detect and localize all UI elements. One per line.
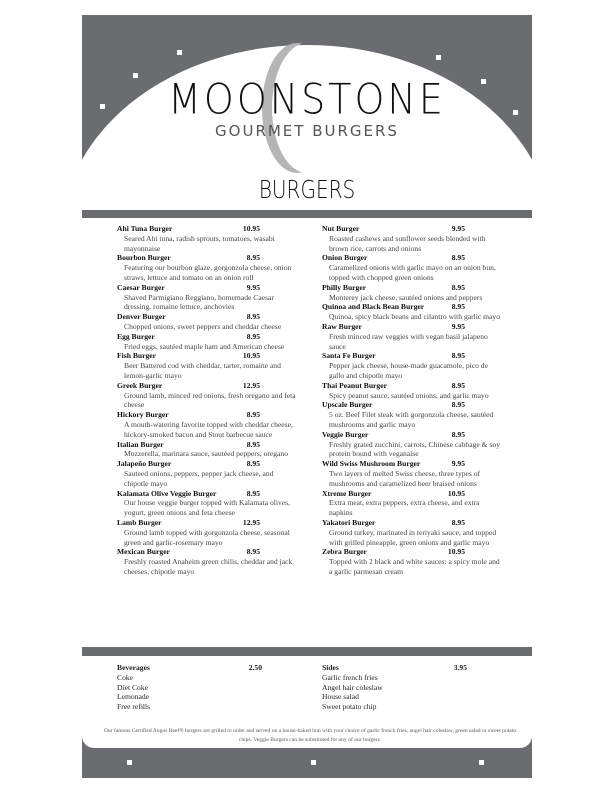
menu-item xyxy=(322,429,501,459)
item-name: Kalamata Olive Veggie Burger xyxy=(117,488,217,498)
item-price: 10.95 xyxy=(242,224,260,233)
item-description: Fresh minced raw veggies with vegan basil jalapeno sauce xyxy=(329,331,488,351)
item-name: Mexican Burger xyxy=(117,547,170,557)
item-price: 12.95 xyxy=(242,517,260,527)
item-description: Featuring our bourbon glaze, gorgonzola cheese, onion straws, lettuce and tomato on an onion roll xyxy=(124,263,292,282)
star-icon xyxy=(127,760,132,765)
item-name: Jalapeño Burger xyxy=(117,459,172,469)
item-name: Italian Burger xyxy=(117,439,164,449)
item-price: 8.95 xyxy=(246,410,260,420)
item-name: Onion Burger xyxy=(322,253,368,263)
divider xyxy=(82,210,532,218)
menu-item xyxy=(117,488,291,518)
menu-header xyxy=(82,15,532,218)
item-name: Xtreme Burger xyxy=(322,488,372,498)
menu-item xyxy=(322,547,500,576)
item-name: Caesar Burger xyxy=(117,282,165,292)
item-price: 8.95 xyxy=(451,351,465,361)
item-description: Spicy peanut sauce, sautéed onions, and garlic mayo xyxy=(329,390,489,400)
item-name: Thai Peanut Burger xyxy=(322,380,387,390)
star-icon xyxy=(177,50,182,55)
item-description: Mozzerella, marinara sauce, sautéed peppers, oregano xyxy=(124,449,289,459)
item-description: Seared Ahi tuna, radish sprouts, tomatoes, wasabi mayonnaise xyxy=(124,233,275,253)
item-description: Extra meat, extra peppers, extra cheese, and extra napkins xyxy=(329,498,480,518)
item-price: 8.95 xyxy=(246,547,260,557)
item-name: Greek Burger xyxy=(117,380,163,390)
item-description: Sauteed onions, peppers, pepper jack cheese, and chipotle mayo xyxy=(124,468,274,488)
menu-item xyxy=(117,380,296,410)
item-description: Beer Battered cod with cheddar, tarter, romaine and lemon-garlic mayo xyxy=(124,361,281,380)
item-price: 8.95 xyxy=(451,302,465,312)
star-icon xyxy=(479,760,484,765)
beverage-item: Diet Coke xyxy=(117,682,149,692)
brand-tagline: GOURMET BURGERS xyxy=(215,122,399,140)
star-icon xyxy=(311,760,316,765)
item-name: Santa Fe Burger xyxy=(322,351,376,361)
item-price: 8.95 xyxy=(246,253,260,263)
item-description: Caramelized onions with garlic mayo on an onion bun, topped with chopped green onions xyxy=(329,263,496,282)
item-description: Freshly grated zucchini, carrots, Chinese cabbage & soy protein bound with veganaise xyxy=(329,439,501,459)
item-price: 9.95 xyxy=(451,224,465,233)
item-name: Yakatori Burger xyxy=(322,517,376,527)
item-price: 8.95 xyxy=(451,282,465,292)
item-description: Ground lamb topped with gorgonzola cheese, seasonal green and garlic-rosemary mayo xyxy=(124,527,290,547)
beverages-section xyxy=(117,663,262,712)
side-item: Sweet potato chip xyxy=(322,702,377,712)
item-name: Hickory Burger xyxy=(117,410,169,420)
item-description: Pepper jack cheese, house-made guacamole, pico de gallo and chipotle mayo xyxy=(329,361,488,380)
item-price: 8.95 xyxy=(246,331,260,341)
item-description: 5 oz. Beef Filet steak with gorgonzola cheese, sautéed mushrooms and garlic mayo xyxy=(329,410,494,429)
menu-item xyxy=(117,351,281,380)
brand-logo: MOONSTONE xyxy=(168,74,446,124)
star-icon xyxy=(436,55,441,60)
menu-item xyxy=(322,321,488,351)
divider xyxy=(82,647,532,656)
item-price: 9.95 xyxy=(246,282,260,292)
beverage-item: Coke xyxy=(117,672,134,682)
sides-section xyxy=(322,663,467,712)
section-title: BURGERS xyxy=(258,175,356,204)
menu-item xyxy=(322,459,481,488)
side-item: House salad xyxy=(322,692,359,702)
item-price: 8.95 xyxy=(246,312,260,322)
menu-item xyxy=(117,547,293,576)
item-description: Ground turkey, marinated in teriyaki sauce, and topped with grilled pineapple, green onions and garlic mayo xyxy=(329,527,497,547)
menu-item xyxy=(117,312,282,332)
item-name: Ahi Tuna Burger xyxy=(117,224,173,233)
item-name: Lamb Burger xyxy=(117,517,162,527)
beverage-item: Free refills xyxy=(117,702,151,712)
item-price: 8.95 xyxy=(451,517,465,527)
menu-item xyxy=(322,282,483,303)
item-description: Shaved Parmigiano Reggiano, homemade Caesar dressing, romaine lettuce, anchovies xyxy=(124,292,274,312)
item-name: Philly Burger xyxy=(322,282,367,292)
item-description: Two layers of melted Swiss cheese, three types of mushrooms and caramelized beer braised onions xyxy=(329,468,481,488)
item-name: Fish Burger xyxy=(117,351,157,361)
sides-price: 3.95 xyxy=(453,663,467,672)
item-description: Roasted cashews and sunflower seeds blended with brown rice, carrots and onions xyxy=(329,233,486,253)
item-price: 8.95 xyxy=(451,380,465,390)
item-description: Our house veggie burger topped with Kalamata olives, yogurt, green onions and feta cheese xyxy=(124,498,291,518)
item-price: 8.95 xyxy=(246,488,260,498)
beverages-title: Beverages xyxy=(117,663,150,672)
item-price: 8.95 xyxy=(451,400,465,410)
item-name: Wild Swiss Mushroom Burger xyxy=(322,459,421,469)
menu-item xyxy=(117,282,274,312)
item-name: Quinoa and Black Bean Burger xyxy=(322,302,425,312)
item-name: Zebra Burger xyxy=(322,547,367,557)
item-price: 9.95 xyxy=(451,459,465,469)
menu-item xyxy=(117,517,290,547)
item-description: A mouth-watering favorite topped with cheddar cheese, hickory-smoked bacon and Stout barbecue sauce xyxy=(124,419,293,439)
menu-column-left xyxy=(117,224,296,577)
item-price: 10.95 xyxy=(447,547,465,557)
menu-column-right xyxy=(322,224,501,577)
menu-item xyxy=(117,253,292,282)
item-price: 8.95 xyxy=(246,459,260,469)
item-name: Egg Burger xyxy=(117,331,155,341)
menu-item xyxy=(322,351,488,380)
item-description: Ground lamb, minced red onions, fresh oregano and feta cheese xyxy=(124,390,296,410)
menu-item xyxy=(322,488,480,518)
item-price: 8.95 xyxy=(451,253,465,263)
side-item: Angel hair coleslaw xyxy=(322,682,383,692)
beverages-price: 2.50 xyxy=(248,663,262,672)
item-name: Veggie Burger xyxy=(322,429,369,439)
menu-item xyxy=(322,224,486,253)
item-name: Nut Burger xyxy=(322,224,360,233)
item-description: Fried eggs, sautéed maple ham and American cheese xyxy=(124,341,285,351)
item-description: Topped with 2 black and white sauces: a spicy mole and a garlic parmesan cream xyxy=(329,557,500,576)
menu-item xyxy=(322,400,494,429)
item-name: Upscale Burger xyxy=(322,400,373,410)
item-name: Denver Burger xyxy=(117,312,166,322)
item-price: 12.95 xyxy=(242,380,260,390)
item-price: 10.95 xyxy=(242,351,260,361)
menu-item xyxy=(322,253,496,282)
item-name: Raw Burger xyxy=(322,321,362,331)
beverage-item: Lemonade xyxy=(117,692,150,702)
menu-item xyxy=(117,459,274,488)
item-price: 8.95 xyxy=(451,429,465,439)
item-price: 9.95 xyxy=(451,321,465,331)
item-description: Chopped onions, sweet peppers and cheddar cheese xyxy=(124,321,282,331)
menu-item xyxy=(322,302,501,322)
menu-item xyxy=(117,224,275,253)
footnote: Our famous Certified Angus Beef® burgers are grilled to order and served on a house-baked bun with your choice of garlic french fries, angel hair coleslaw, green salad or sweet potato chips. Veggie Burgers can be substituted for any of our burgers. xyxy=(103,728,517,743)
item-price: 10.95 xyxy=(447,488,465,498)
menu-item xyxy=(322,380,489,401)
menu-item xyxy=(322,517,497,547)
side-item: Garlic french fries xyxy=(322,672,378,682)
item-description: Quinoa, spicy black beans and cilantro with garlic mayo xyxy=(329,312,501,322)
item-name: Bourbon Burger xyxy=(117,253,171,263)
menu-item xyxy=(117,331,285,352)
menu-item xyxy=(117,410,293,439)
menu-item xyxy=(117,439,289,460)
item-description: Monterey jack cheese, sautéed onions and peppers xyxy=(329,292,483,302)
item-description: Freshly roasted Anaheim green chilis, cheddar and jack cheeses, chipotle mayo xyxy=(124,557,293,576)
item-price: 8.95 xyxy=(246,439,260,449)
sides-title: Sides xyxy=(322,663,339,672)
